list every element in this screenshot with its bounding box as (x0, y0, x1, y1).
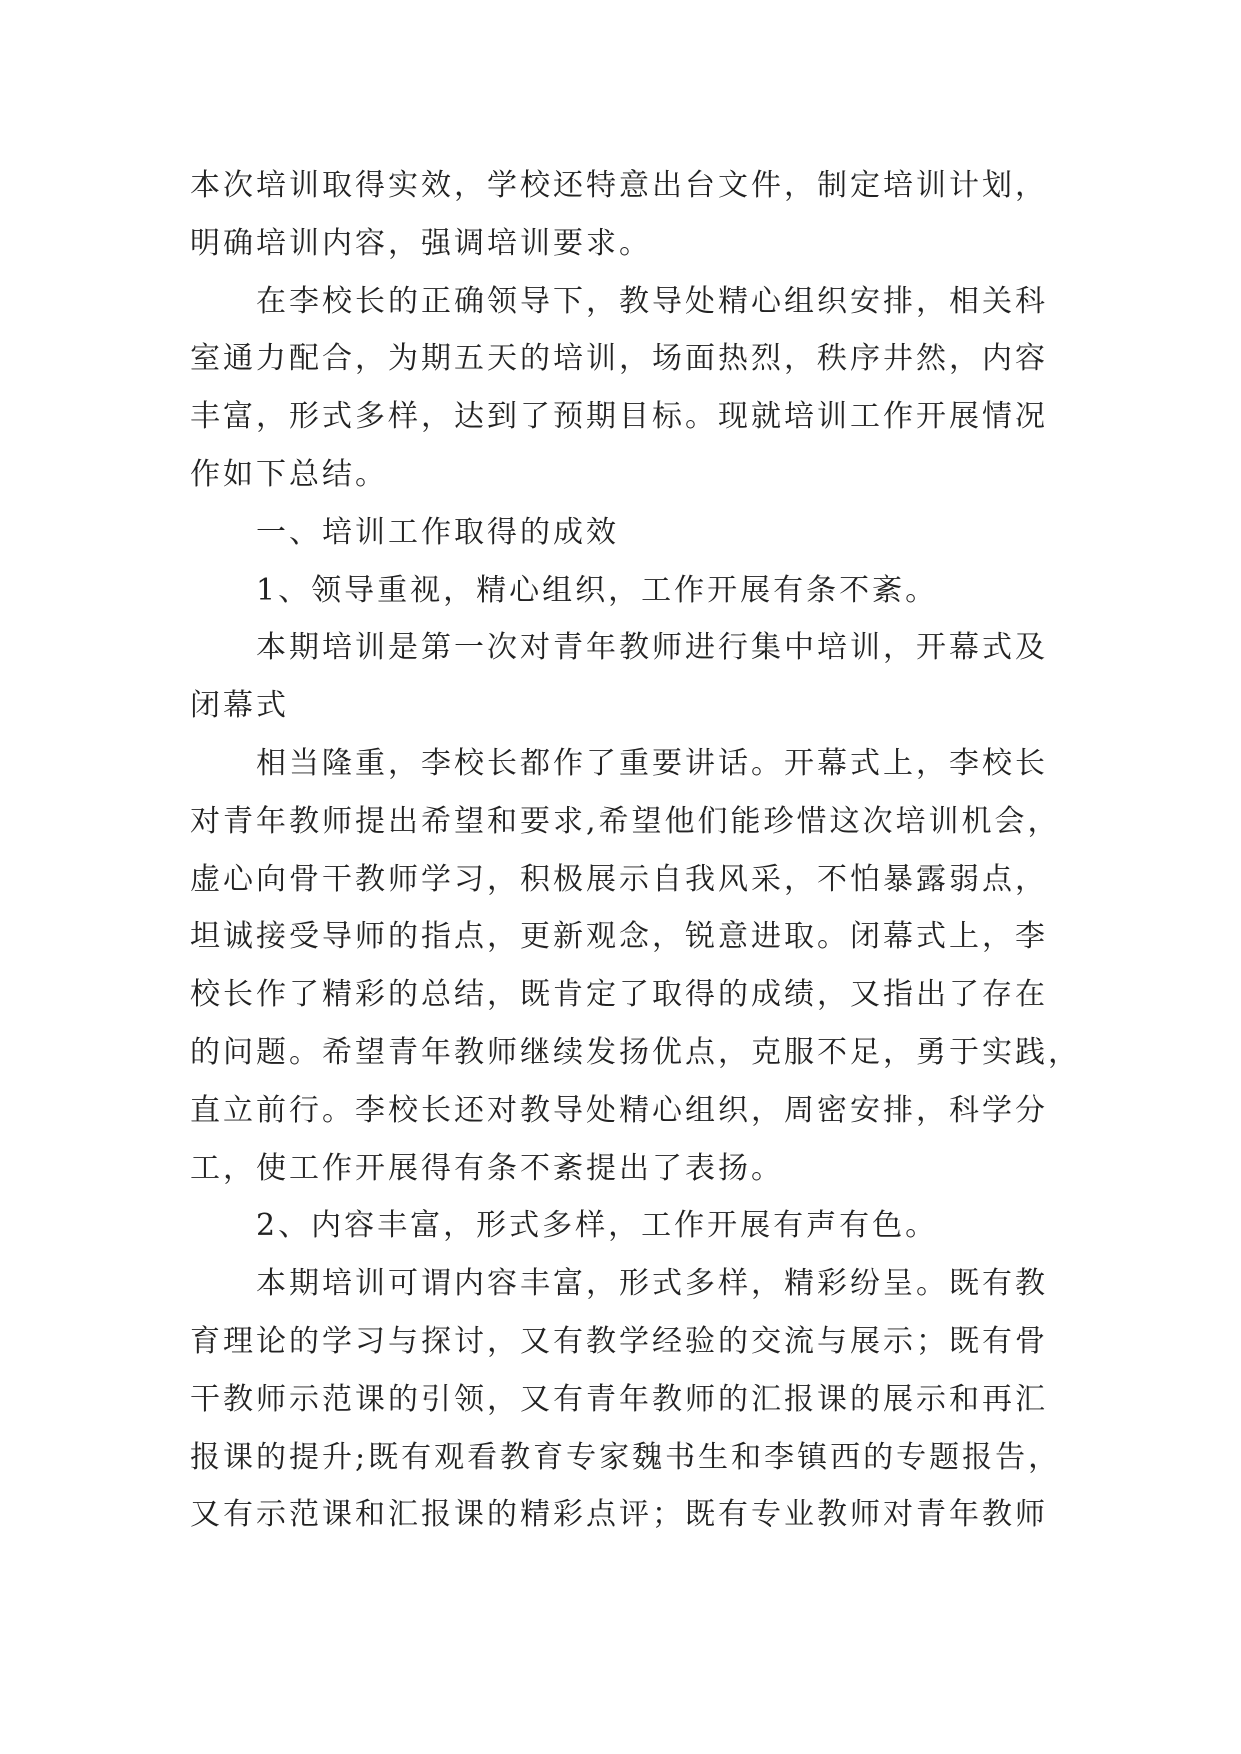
paragraph-start-line: 在李校长的正确领导下，教导处精心组织安排，相关科 (256, 283, 1048, 319)
body-text (190, 157, 1081, 1544)
text-line: 直立前行。李校长还对教导处精心组织，周密安排，科学分 (190, 1092, 1048, 1128)
text-line: 又有示范课和汇报课的精彩点评；既有专业教师对青年教师 (190, 1497, 1048, 1533)
subsection-heading: 2、内容丰富，形式多样，工作开展有声有色。 (256, 1208, 939, 1244)
text-line: 校长作了精彩的总结，既肯定了取得的成绩，又指出了存在 (190, 977, 1048, 1013)
text-line: 闭幕式 (190, 688, 289, 724)
text-line: 对青年教师提出希望和要求,希望他们能珍惜这次培训机会， (190, 803, 1061, 839)
text-line: 工，使工作开展得有条不紊提出了表扬。 (190, 1150, 784, 1186)
text-line: 丰富，形式多样，达到了预期目标。现就培训工作开展情况 (190, 399, 1048, 435)
section-heading: 一、培训工作取得的成效 (256, 514, 619, 550)
text-line: 育理论的学习与探讨，又有教学经验的交流与展示；既有骨 (190, 1323, 1048, 1359)
paragraph-start-line: 本期培训可谓内容丰富，形式多样，精彩纷呈。既有教 (256, 1266, 1048, 1302)
paragraph-start-line: 本期培训是第一次对青年教师进行集中培训，开幕式及 (256, 630, 1048, 666)
text-line: 室通力配合，为期五天的培训，场面热烈，秩序井然，内容 (190, 341, 1048, 377)
text-line: 干教师示范课的引领，又有青年教师的汇报课的展示和再汇 (190, 1381, 1048, 1417)
text-line: 作如下总结。 (190, 456, 388, 492)
text-line: 本次培训取得实效，学校还特意出台文件，制定培训计划， (190, 168, 1048, 203)
text-line: 明确培训内容，强调培训要求。 (190, 225, 652, 261)
text-line: 报课的提升;既有观看教育专家魏书生和李镇西的专题报告， (190, 1439, 1062, 1475)
text-line: 虚心向骨干教师学习，积极展示自我风采，不怕暴露弱点， (190, 861, 1048, 897)
subsection-heading: 1、领导重视，精心组织，工作开展有条不紊。 (256, 572, 939, 608)
text-line: 的问题。希望青年教师继续发扬优点，克服不足，勇于实践， (190, 1034, 1081, 1070)
text-line: 坦诚接受导师的指点，更新观念，锐意进取。闭幕式上，李 (190, 919, 1048, 955)
paragraph-start-line: 相当隆重，李校长都作了重要讲话。开幕式上，李校长 (256, 745, 1048, 781)
